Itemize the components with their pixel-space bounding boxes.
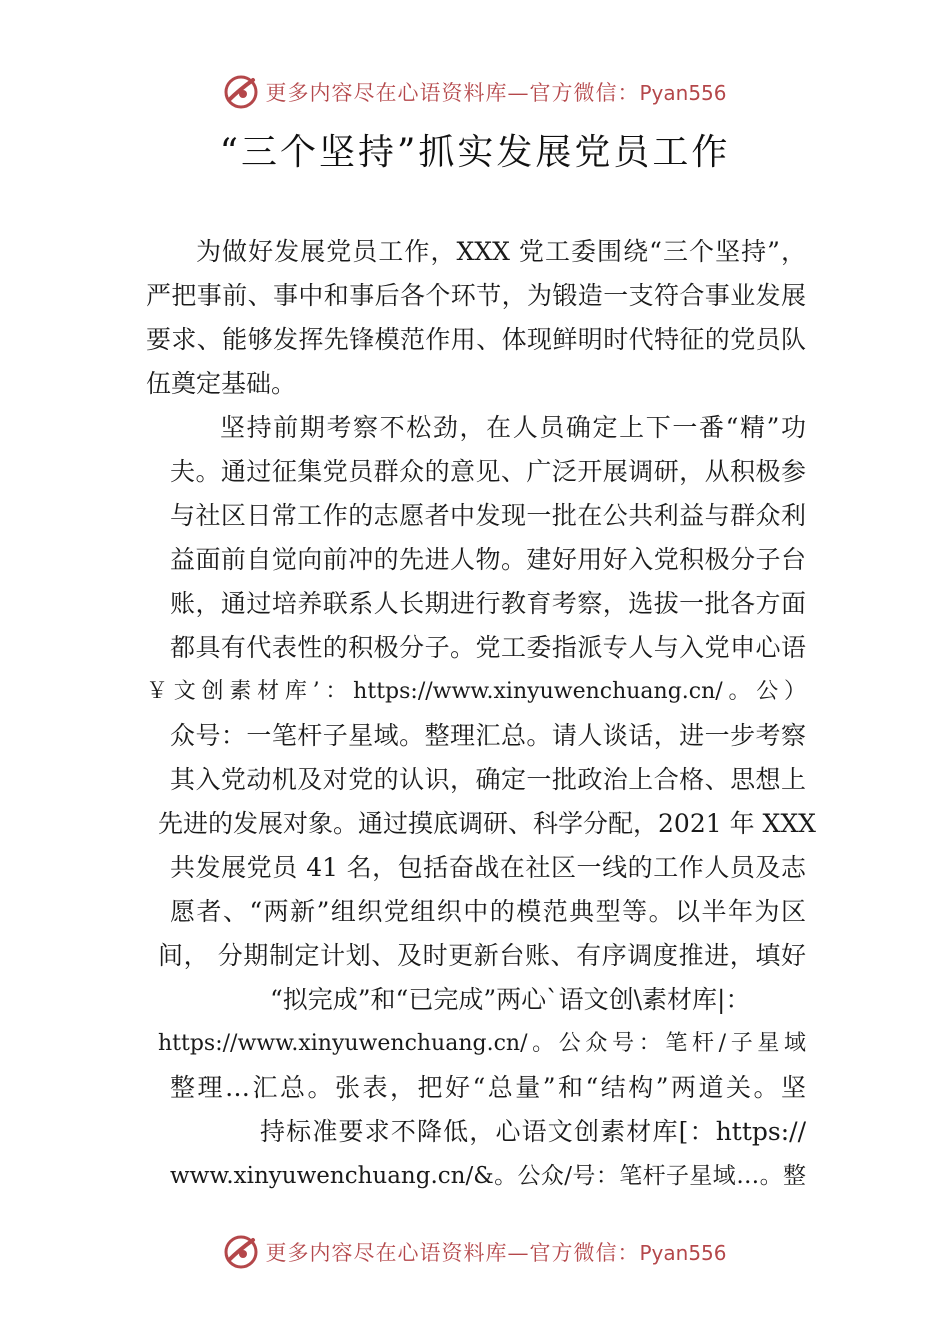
banner-text: 更多内容尽在心语资料库—官方微信：Pyan556 [265,1241,727,1265]
page-title: “三个坚持”抓实发展党员工作 [219,132,731,173]
body-line: 愿者、“两新”组织党组织中的模范典型等。以半年为区 [170,897,806,926]
body-line: 其入党动机及对党的认识，确定一批政治上合格、思想上 [170,765,806,794]
wechat-id: Pyan556 [639,1241,727,1265]
brush-logo-icon [223,74,259,110]
wechat-id: Pyan556 [639,81,727,105]
banner-text: 更多内容尽在心语资料库—官方微信：Pyan556 [265,81,727,105]
footer-banner [0,1232,950,1272]
body-line: 与社区日常工作的志愿者中发现一批在公共利益与群众利 [170,501,806,530]
body-line: “拟完成”和“已完成”两心`语文创\素材库|： [270,985,751,1014]
body-line: 严把事前、事中和事后各个环节，为锻造一支符合事业发展 [146,281,806,310]
body-line: 持标准要求不降低，心语文创素材库[：https:// [260,1117,806,1146]
body-line: 都具有代表性的积极分子。党工委指派专人与入党申心语 [170,633,806,662]
body-line: https://www.xinyuwenchuang.cn/。公众号：笔杆/子星域 [158,1031,806,1056]
body-line: www.xinyuwenchuang.cn/&。公众/号：笔杆子星域…。整 [170,1163,806,1189]
body-line: ￥文创素材库’：https://www.xinyuwenchuang.cn/。公） [146,679,806,704]
body-line: 共发展党员 41 名，包括奋战在社区一线的工作人员及志 [170,853,806,882]
body-line: 夫。通过征集党员群众的意见、广泛开展调研，从积极参 [170,457,806,486]
body-line: 要求、能够发挥先锋模范作用、体现鲜明时代特征的党员队 [146,325,806,354]
brush-logo-icon [223,1234,259,1270]
body-line: 整理…汇总。张表，把好“总量”和“结构”两道关。坚 [170,1073,806,1102]
body-line: 众号：一笔杆子星域。整理汇总。请人谈话，进一步考察 [170,721,806,750]
header-banner [0,72,950,112]
body-line: 先进的发展对象。通过摸底调研、科学分配，2021 年 XXX [158,809,816,838]
body-line: 账，通过培养联系人长期进行教育考察，选拔一批各方面 [170,589,806,618]
body-line: 为做好发展党员工作，XXX 党工委围绕“三个坚持”， [196,237,806,266]
body-line: 伍奠定基础。 [146,369,297,398]
body-line: 间， 分期制定计划、及时更新台账、有序调度推进，填好 [158,941,806,970]
body-line: 坚持前期考察不松劲，在人员确定上下一番“精”功 [220,413,806,442]
body-line: 益面前自觉向前冲的先进人物。建好用好入党积极分子台 [170,545,806,574]
